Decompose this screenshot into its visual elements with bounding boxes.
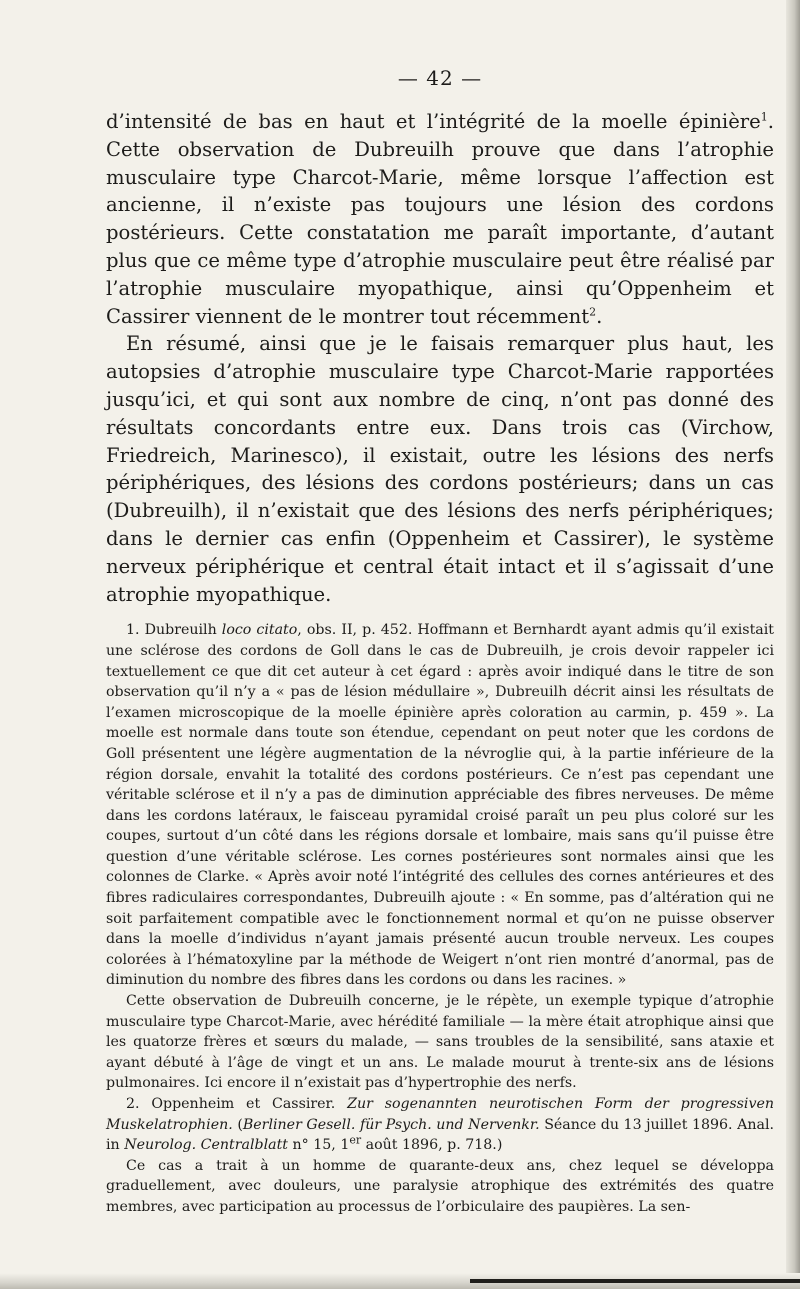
footnote-2-start: 2. Oppenheim et Cassirer. (126, 1096, 348, 1112)
footnote-2-part-4: août 1896, p. 718.) (361, 1137, 503, 1154)
footnote-1-continuation: Cette observation de Dubreuilh concerne, je le répète, un exemple typique d’atrophie musculaire type Charcot-Marie, avec hérédité familiale — la mère était atrophique ainsi que les quatorze frères et sœurs du malade, — sans troubles de la sensibilité, sans ataxie et ayant débuté à l’âge de vingt et un ans. Le malade mourut à trente-six ans de lésions pulmonaires. Ici encore il n’existait pas d’hypertrophie des nerfs. (106, 993, 774, 1092)
scan-border-bar (470, 1279, 800, 1283)
footnote-ref-1[interactable]: 1 (760, 110, 768, 124)
footnote-2-part-2: Séance du 13 juillet 1896. Anal. in (106, 1116, 775, 1154)
footnote-ref-2[interactable]: 2 (589, 305, 597, 319)
paragraph-1-part-2: . Cette observation de Dubreuilh prouve que dans l’atrophie musculaire type Charcot-Marie, même lorsque l’affection est ancienne, il n’existe pas toujours une lésion des cordons postérieurs. Cette constatation me paraît importante, d’autant plus que ce même type d’atrophie musculaire peut être réalisé par l’atrophie musculaire myopathique, ainsi qu’Oppenheim et Cassirer viennent de le montrer tout récemment (106, 110, 774, 328)
footnote-1-italic: loco citato (221, 622, 298, 639)
paragraph-1-part-3: . (596, 304, 603, 328)
page-edge-shadow (786, 0, 800, 1289)
body-paragraph-2: En résumé, ainsi que je le faisais remarquer plus haut, les autopsies d’atrophie musculaire type Charcot-Marie rapportées jusqu’ici, et qui sont aux nombre de cinq, n’ont pas donné des résultats concordants entre eux. Dans trois cas (Virchow, Friedreich, Marinesco), il existait, outre les lésions des nerfs périphériques, des lésions des cordons postérieurs; dans un cas (Dubreuilh), il n’existait que des lésions des nerfs périphériques; dans le dernier cas enfin (Oppenheim et Cassirer), le système nerveux périphérique et central était intact et il s’agissait d’une atrophie myopathique. (106, 332, 774, 606)
footnote-1-start: 1. Dubreuilh (126, 622, 222, 639)
footnote-2-superscript: er (349, 1133, 362, 1147)
footnote-1-rest: , obs. II, p. 452. Hoffmann et Bernhardt ayant admis qu’il existait une sclérose des cordons de Goll dans le cas de Dubreuilh, je crois devoir rappeler ici textuellement ce que dit cet auteur à cet égard : après avoir indiqué dans le titre de son observation qu’il n’y a « pas de lésion médullaire », Dubreuilh décrit ainsi les résultats de l’examen microscopique de la moelle épinière après coloration au carmin, p. 459 ». La moelle est normale dans toute son étendue, cependant on peut noter que les cordons de Goll présentent une légère augmentation de la névroglie qui, à la partie inférieure de la région dorsale, envahit la totalité des cordons postérieurs. Ce n’est pas cependant une véritable sclérose et il n’y a pas de diminution appréciable des fibres nerveuses. De même dans les cordons latéraux, le faisceau pyramidal croisé paraît un peu plus coloré sur les coupes, surtout d’un côté dans les régions dorsale et lombaire, mais sans qu’il puisse être question d’une véritable sclérose. Les cornes postérieures sont normales ainsi que les colonnes de Clarke. « Après avoir noté l’intégrité des cellules des cornes antérieures et des fibres radiculaires correspondantes, Dubreuilh ajoute : « En somme, pas d’altération qui ne soit parfaitement compatible avec le fonctionnement normal et qu’on ne puisse observer dans la moelle d’individus n’ayant jamais présenté aucun trouble nerveux. Les coupes colorées à l’hématoxyline par la méthode de Weigert n’ont rien montré d’anormal, pas de diminution du nombre des fibres dans les cordons ou dans les racines. » (106, 622, 774, 989)
body-paragraph-1 (106, 108, 774, 330)
page-content (106, 66, 774, 1218)
body-text (106, 108, 774, 608)
footnote-2-continuation: Ce cas a trait à un homme de quarante-deux ans, chez lequel se développa graduellement, avec douleurs, une paralysie atrophique des extrémités des quatre membres, avec participation au processus de l’orbiculaire des paupières. La sen- (106, 1157, 774, 1215)
footnotes (106, 620, 774, 1217)
footnote-2-part-3: n° 15, 1 (288, 1137, 350, 1154)
footnote-2-part-1: ( (232, 1116, 243, 1133)
footnote-2 (106, 1094, 774, 1156)
footnote-2-review: Neurolog. Centralblatt (124, 1137, 288, 1154)
footnote-1 (106, 620, 774, 991)
footnote-2-title: Zur sogenannten neurotischen Form der progressiven Muskelatrophien. (106, 1096, 774, 1133)
page-number: — 42 — (397, 66, 483, 90)
footnote-2-journal: Berliner Gesell. für Psych. und Nervenkr. (242, 1116, 540, 1133)
paragraph-1-part-1: d’intensité de bas en haut et l’intégrité de la moelle épinière (106, 110, 761, 133)
